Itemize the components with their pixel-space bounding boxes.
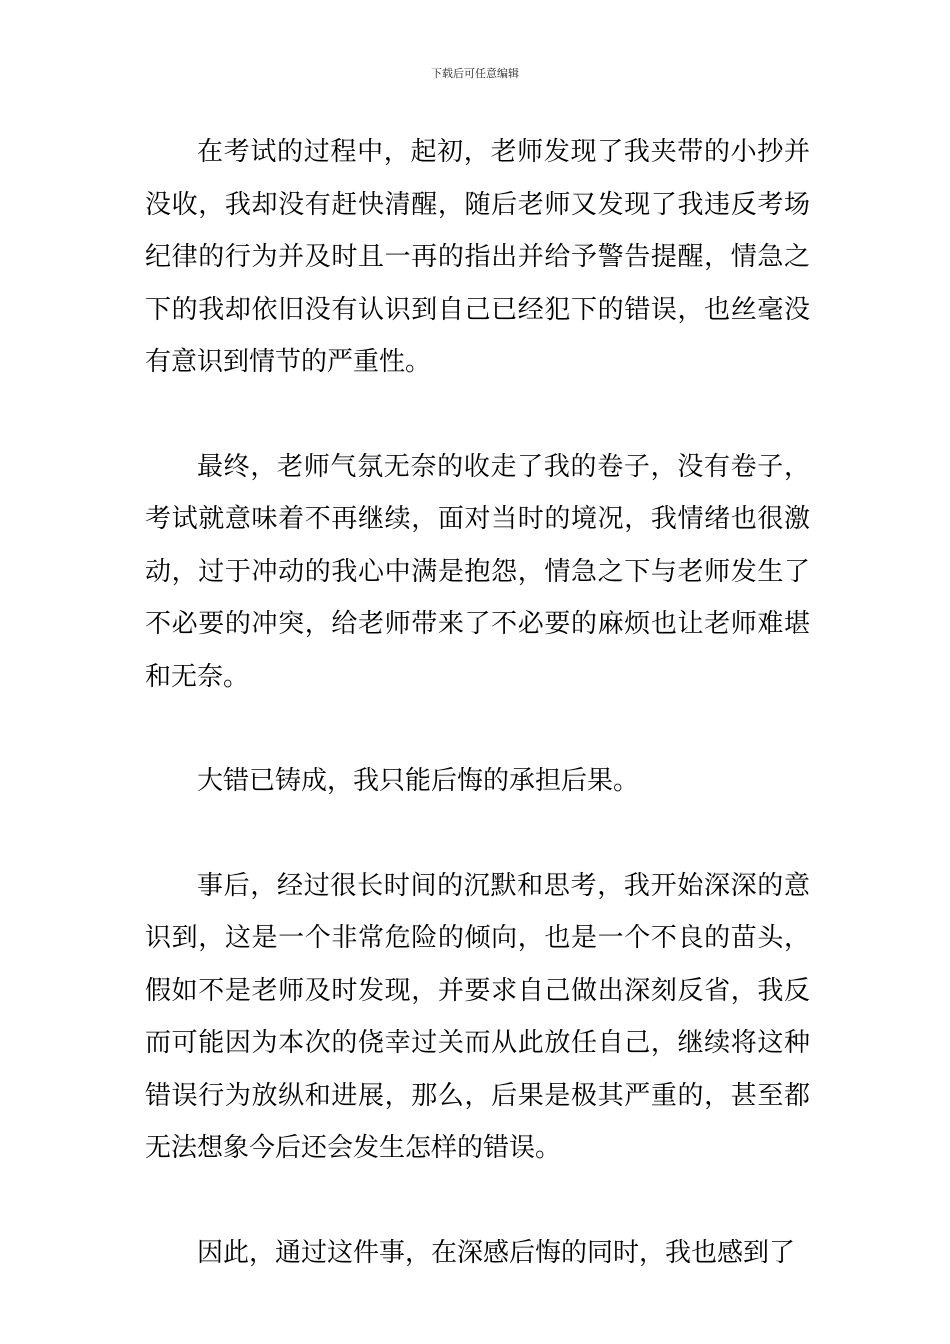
paragraph-5: 因此，通过这件事，在深感后悔的同时，我也感到了: [197, 1237, 796, 1268]
paragraph-4: 事后，经过很长时间的沉默和思考，我开始深深的意识到，这是一个非常危险的倾向，也是一个不良的苗头，假如不是老师及时发现，并要求自己做出深刻反省，我反而可能因为本次的侥幸过关而从此放任自己，继续将这种错误行为放纵和进展，那么，后果是极其严重的，甚至都无法想象今后还会发生怎样的错误。: [145, 870, 810, 1163]
document-body: [145, 126, 810, 1279]
paragraph-3: 大错已铸成，我只能后悔的承担后果。: [197, 766, 640, 796]
page-header: 下载后可任意编辑: [431, 67, 519, 80]
paragraph-1: 在考试的过程中，起初，老师发现了我夹带的小抄并没收，我却没有赶快清醒，随后老师又发现了我违反考场纪律的行为并及时且一再的指出并给予警告提醒，情急之下的我却依旧没有认识到自己已经犯下的错误，也丝毫没有意识到情节的严重性。: [145, 137, 810, 377]
paragraph-2: 最终，老师气氛无奈的收走了我的卷子，没有卷子，考试就意味着不再继续，面对当时的境况，我情绪也很激动，过于冲动的我心中满是抱怨，情急之下与老师发生了不必要的冲突，给老师带来了不必要的麻烦也让老师难堪和无奈。: [145, 451, 810, 692]
